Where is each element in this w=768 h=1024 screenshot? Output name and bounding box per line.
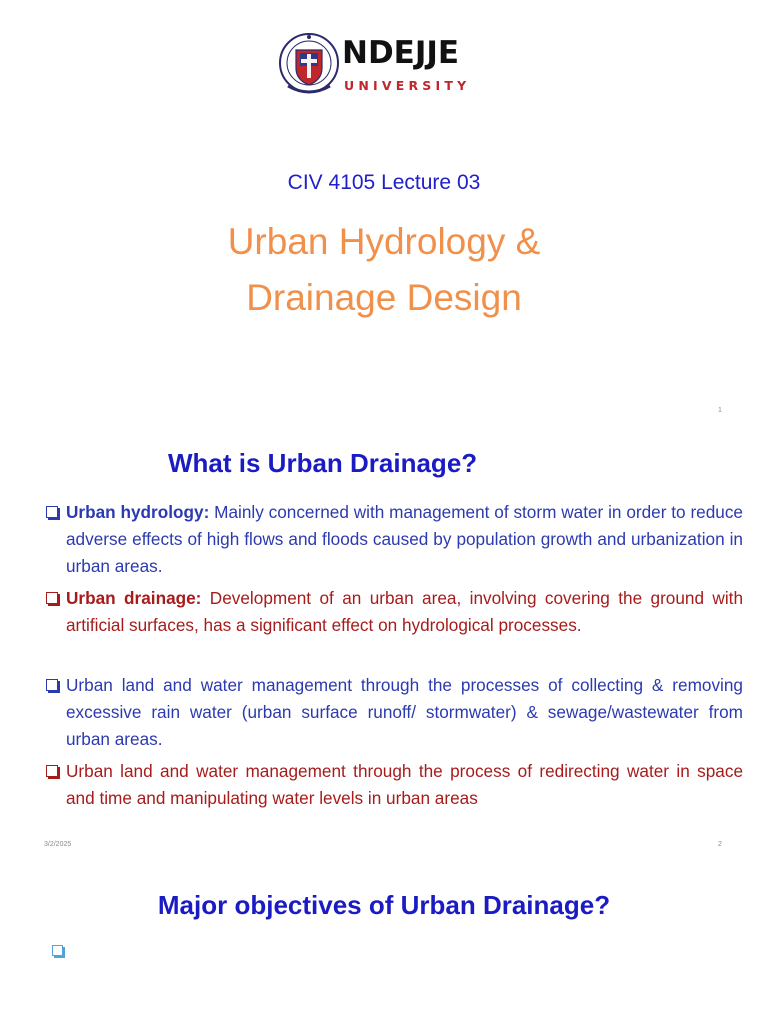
- slide-number: 2: [718, 841, 722, 848]
- university-logo: [278, 28, 488, 100]
- logo-subtitle: UNIVERSITY: [344, 78, 471, 93]
- slide-number: 1: [718, 407, 722, 414]
- lecture-code: CIV 4105 Lecture 03: [287, 171, 481, 194]
- slide-heading: Major objectives of Urban Drainage?: [157, 890, 611, 920]
- slide-title-line1: Urban Hydrology &: [227, 221, 541, 262]
- bullet-label: Urban hydrology:: [66, 502, 210, 522]
- bullet-text: Urban land and water management through the processes of collecting & removing excessive rain water (urban surface runoff/ stormwater) & sewage/wastewater from urban areas.: [66, 675, 743, 749]
- slide-date: 3/2/2025: [44, 841, 72, 848]
- bullet-text: Development of an urban area, involving covering the ground with artificial surfaces, has a significant effect on hydrological processes.: [66, 588, 744, 635]
- bullet-urban-drainage: [46, 585, 743, 639]
- checkbox-bullet-icon: [46, 765, 58, 777]
- checkbox-bullet-icon: [52, 945, 63, 956]
- checkbox-bullet-icon: [46, 592, 58, 604]
- checkbox-bullet-icon: [46, 679, 58, 691]
- bullet-text: Mainly concerned with management of storm water in order to reduce adverse effects of high flows and floods caused by population growth and urbanization in urban areas.: [66, 502, 743, 576]
- slide-heading: What is Urban Drainage?: [168, 448, 478, 478]
- bullet-collecting-removing: [46, 672, 743, 753]
- bullet-text: Urban land and water management through the process of redirecting water in space and time and manipulating water levels in urban areas: [66, 761, 743, 808]
- university-crest-icon: [278, 28, 340, 98]
- bullet-label: Urban drainage:: [66, 588, 202, 608]
- logo-name: NDEJJE: [342, 35, 460, 71]
- slide-title: [0, 214, 768, 326]
- bullet-urban-hydrology: [46, 499, 743, 580]
- slide-title-line2: Drainage Design: [246, 277, 522, 318]
- bullet-redirecting-water: [46, 758, 743, 812]
- checkbox-bullet-icon: [46, 506, 58, 518]
